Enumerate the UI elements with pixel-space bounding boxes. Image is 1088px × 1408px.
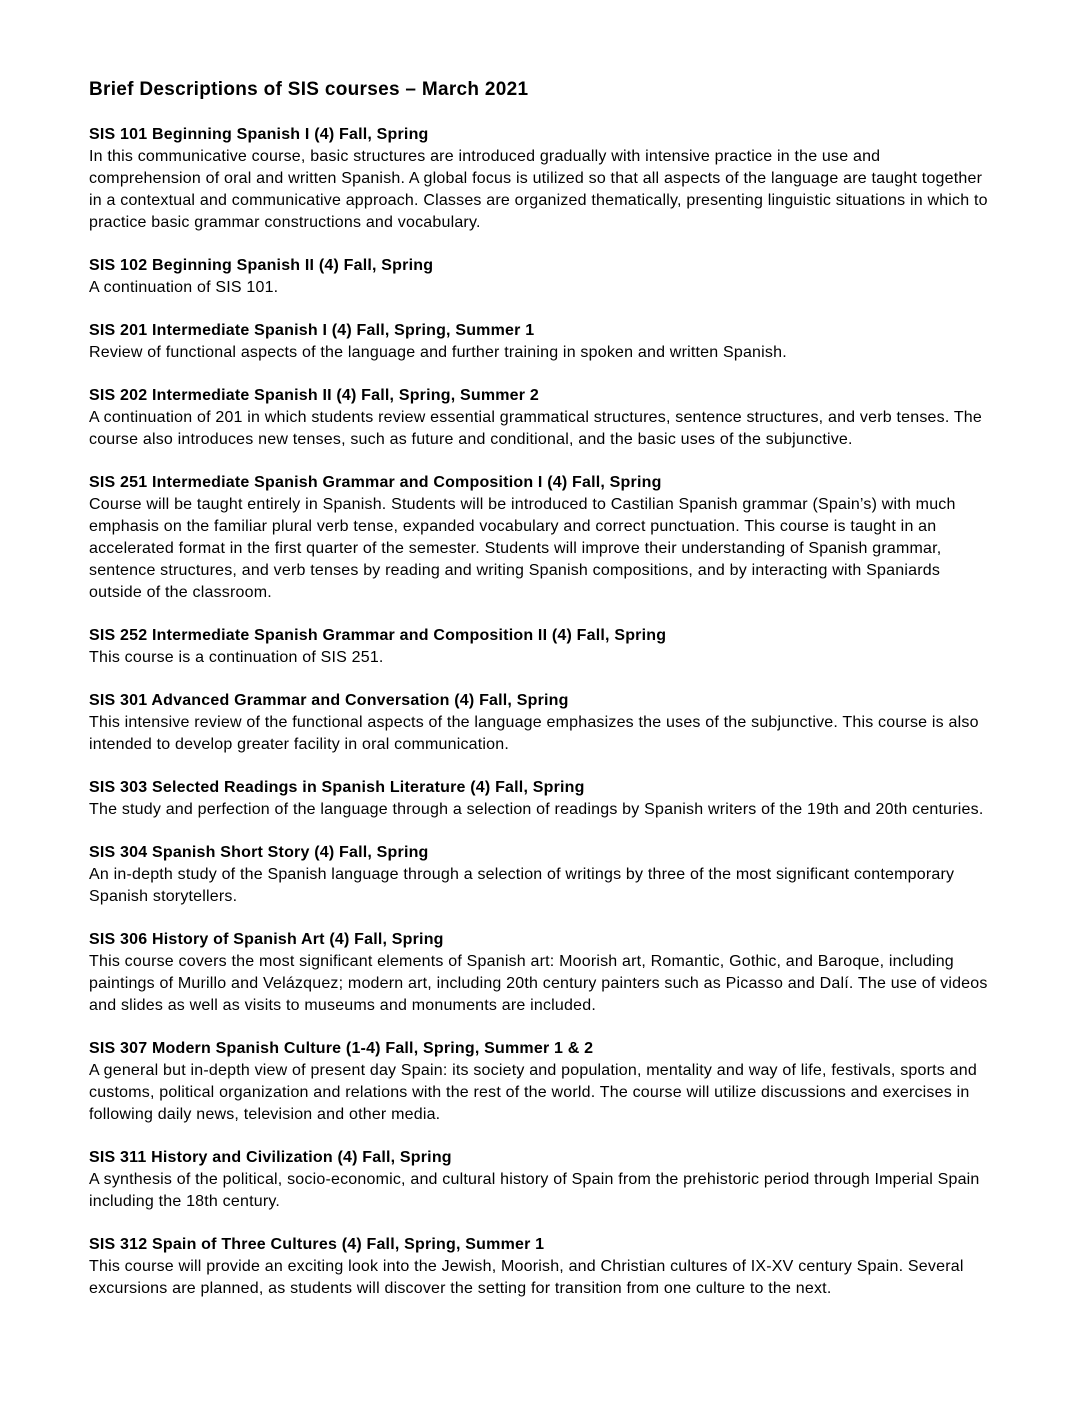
course-block [89, 625, 995, 669]
course-block [89, 124, 995, 234]
course-block [89, 1038, 995, 1126]
course-block [89, 255, 995, 299]
course-description: Course will be taught entirely in Spanish. Students will be introduced to Castilian Spanish grammar (Spain’s) with much emphasis on the familiar plural verb tense, expanded vocabulary and correct punctuation. This course is taught in an accelerated format in the first quarter of the semester. Students will improve their understanding of Spanish grammar, sentence structures, and verb tenses by reading and writing Spanish compositions, and by interacting with Spaniards outside of the classroom. [89, 496, 956, 601]
course-heading: SIS 102 Beginning Spanish II (4) Fall, Spring [89, 257, 434, 274]
course-description: The study and perfection of the language through a selection of readings by Spanish writers of the 19th and 20th centuries. [89, 801, 984, 818]
course-description: A general but in-depth view of present day Spain: its society and population, mentality and way of life, festivals, sports and customs, political organization and relations with the rest of the world. The course will utilize discussions and exercises in following daily news, television and other media. [89, 1062, 977, 1123]
course-description: This course will provide an exciting look into the Jewish, Moorish, and Christian cultures of IX-XV century Spain. Several excursions are planned, as students will discover the setting for transition from one culture to the next. [89, 1258, 964, 1297]
course-heading: SIS 306 History of Spanish Art (4) Fall, Spring [89, 931, 444, 948]
course-block [89, 1234, 995, 1300]
course-description: A continuation of SIS 101. [89, 279, 279, 296]
course-block [89, 1147, 995, 1213]
course-block [89, 929, 995, 1017]
course-heading: SIS 312 Spain of Three Cultures (4) Fall, Spring, Summer 1 [89, 1236, 545, 1253]
course-heading: SIS 301 Advanced Grammar and Conversation (4) Fall, Spring [89, 692, 569, 709]
course-description: This course covers the most significant elements of Spanish art: Moorish art, Romantic, Gothic, and Baroque, including paintings of Murillo and Velázquez; modern art, including 20th century painters such as Picasso and Dalí. The use of videos and slides as well as visits to museums and monuments are included. [89, 953, 988, 1014]
course-heading: SIS 304 Spanish Short Story (4) Fall, Spring [89, 844, 429, 861]
course-block [89, 690, 995, 756]
course-heading: SIS 201 Intermediate Spanish I (4) Fall, Spring, Summer 1 [89, 322, 535, 339]
document-page [89, 78, 995, 1300]
course-description: This intensive review of the functional aspects of the language emphasizes the uses of the subjunctive. This course is also intended to develop greater facility in oral communication. [89, 714, 979, 753]
course-block [89, 320, 995, 364]
course-block [89, 842, 995, 908]
course-description: A synthesis of the political, socio-economic, and cultural history of Spain from the prehistoric period through Imperial Spain including the 18th century. [89, 1171, 980, 1210]
course-heading: SIS 252 Intermediate Spanish Grammar and Composition II (4) Fall, Spring [89, 627, 667, 644]
course-block [89, 385, 995, 451]
course-description: An in-depth study of the Spanish language through a selection of writings by three of the most significant contemporary Spanish storytellers. [89, 866, 955, 905]
course-block [89, 472, 995, 604]
course-heading: SIS 101 Beginning Spanish I (4) Fall, Spring [89, 126, 429, 143]
course-description: In this communicative course, basic structures are introduced gradually with intensive practice in the use and comprehension of oral and written Spanish. A global focus is utilized so that all aspects of the language are taught together in a contextual and communicative approach. Classes are organized thematically, presenting linguistic situations in which to practice basic grammar constructions and vocabulary. [89, 148, 988, 231]
course-heading: SIS 303 Selected Readings in Spanish Literature (4) Fall, Spring [89, 779, 585, 796]
course-list [89, 124, 995, 1300]
document-title: Brief Descriptions of SIS courses – March 2021 [89, 79, 529, 100]
course-description: This course is a continuation of SIS 251. [89, 649, 384, 666]
course-heading: SIS 251 Intermediate Spanish Grammar and Composition I (4) Fall, Spring [89, 474, 662, 491]
course-heading: SIS 307 Modern Spanish Culture (1-4) Fall, Spring, Summer 1 & 2 [89, 1040, 594, 1057]
course-block [89, 777, 995, 821]
course-heading: SIS 311 History and Civilization (4) Fall, Spring [89, 1149, 452, 1166]
course-description: Review of functional aspects of the language and further training in spoken and written Spanish. [89, 344, 787, 361]
course-description: A continuation of 201 in which students review essential grammatical structures, sentence structures, and verb tenses. The course also introduces new tenses, such as future and conditional, and the basic uses of the subjunctive. [89, 409, 983, 448]
course-heading: SIS 202 Intermediate Spanish II (4) Fall, Spring, Summer 2 [89, 387, 539, 404]
